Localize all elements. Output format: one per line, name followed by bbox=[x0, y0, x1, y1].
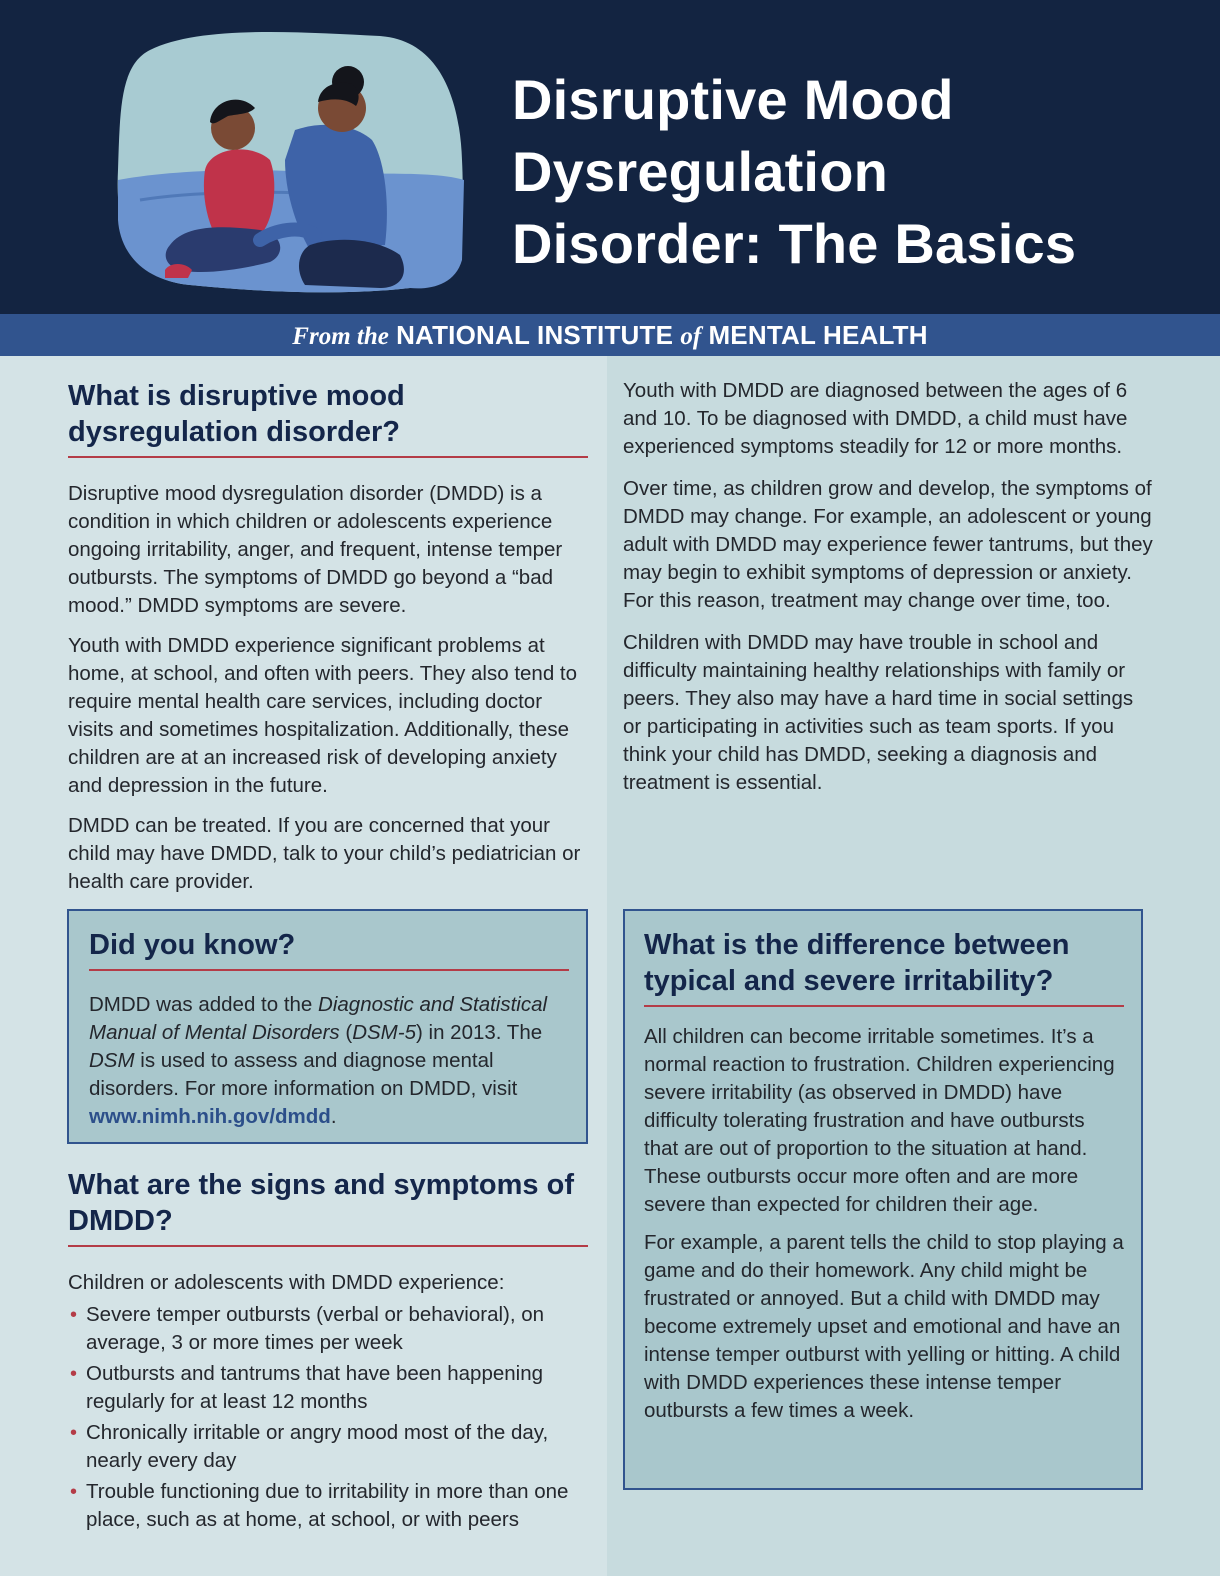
did-you-know-box bbox=[67, 909, 588, 1144]
heading-rule bbox=[644, 1005, 1124, 1007]
list-item-text: Trouble functioning due to irritability in more than one place, such as at home, at school, or with peers bbox=[86, 1480, 569, 1531]
bullet-icon: • bbox=[70, 1363, 78, 1385]
list-item bbox=[68, 1478, 588, 1534]
symptom-list bbox=[68, 1301, 588, 1534]
list-item-text: Chronically irritable or angry mood most of the day, nearly every day bbox=[86, 1421, 549, 1472]
list-item bbox=[68, 1301, 588, 1357]
section-heading: What is disruptive mood dysregulation disorder? bbox=[68, 380, 405, 448]
list-intro: Children or adolescents with DMDD experience: bbox=[68, 1271, 505, 1294]
paragraph: Disruptive mood dysregulation disorder (DMDD) is a condition in which children or adolescents experience ongoing irritability, anger, and frequent, intense temper outbursts. The symptoms of DMDD go beyond a “bad mood.” DMDD symptoms are severe. bbox=[68, 482, 563, 617]
list-item-text: Severe temper outbursts (verbal or behavioral), on average, 3 or more times per week bbox=[86, 1303, 545, 1354]
parent-comforting-child-illustration bbox=[110, 30, 475, 295]
bullet-icon: • bbox=[70, 1481, 78, 1503]
header bbox=[0, 0, 1220, 314]
dsm-title: Diagnostic and Statistical Manual of Mental Disorders bbox=[89, 993, 548, 1044]
band-from-the: From the bbox=[292, 323, 389, 350]
heading-rule bbox=[68, 1245, 588, 1247]
paragraph: DMDD can be treated. If you are concerned that your child may have DMDD, talk to your child’s pediatrician or health care provider. bbox=[68, 814, 581, 893]
list-item bbox=[68, 1360, 588, 1416]
did-you-know-text bbox=[89, 991, 569, 1131]
text-run: ( bbox=[339, 1021, 353, 1044]
dsm5-abbr: DSM-5 bbox=[352, 1021, 416, 1044]
page-title: Disruptive Mood Dysregulation Disorder: The Basics bbox=[512, 68, 1077, 275]
section-heading: What are the signs and symptoms of DMDD? bbox=[68, 1169, 574, 1237]
heading-rule bbox=[89, 969, 569, 971]
box-heading: What is the difference between typical and severe irritability? bbox=[644, 929, 1070, 997]
list-item-text: Outbursts and tantrums that have been happening regularly for at least 12 months bbox=[86, 1362, 544, 1413]
band-mental-health: MENTAL HEALTH bbox=[708, 320, 928, 350]
paragraph: Youth with DMDD experience significant problems at home, at school, and often with peers. They also tend to require mental health care services, including doctor visits and sometimes hospitalization. Additionally, these children are at an increased risk of developing anxiety and depression in the future. bbox=[68, 634, 578, 797]
paragraph: Children with DMDD may have trouble in school and difficulty maintaining healthy relationships with family or peers. They also may have a hard time in social settings or participating in activities such as team sports. If you think your child has DMDD, seeking a diagnosis and treatment is essential. bbox=[623, 631, 1134, 794]
band-national-institute: NATIONAL INSTITUTE bbox=[396, 320, 674, 350]
dsm-abbr: DSM bbox=[89, 1049, 135, 1072]
source-band bbox=[0, 314, 1220, 356]
bullet-icon: • bbox=[70, 1304, 78, 1326]
difference-box bbox=[623, 909, 1143, 1490]
right-column-text bbox=[623, 377, 1153, 797]
heading-rule bbox=[68, 456, 588, 458]
box-heading: Did you know? bbox=[89, 929, 296, 961]
section-what-is-dmdd bbox=[68, 378, 588, 896]
paragraph: Over time, as children grow and develop, the symptoms of DMDD may change. For example, an adolescent or young adult with DMDD may experience fewer tantrums, but they may begin to exhibit symptoms of depression or anxiety. For this reason, treatment may change over time, too. bbox=[623, 477, 1153, 612]
paragraph: Youth with DMDD are diagnosed between the ages of 6 and 10. To be diagnosed with DMDD, a child must have experienced symptoms steadily for 12 or more months. bbox=[623, 379, 1128, 458]
text-run: . bbox=[330, 1105, 337, 1128]
text-run: DMDD was added to the bbox=[89, 993, 319, 1016]
band-of: of bbox=[680, 323, 702, 350]
nimh-dmdd-link[interactable]: www.nimh.nih.gov/dmdd bbox=[89, 1105, 331, 1128]
bullet-icon: • bbox=[70, 1422, 78, 1444]
paragraph: For example, a parent tells the child to stop playing a game and do their homework. Any child might be frustrated or annoyed. But a child with DMDD may become extremely upset and emotional and have an intense temper outburst with yelling or hitting. A child with DMDD experiences these intense temper outbursts a few times a week. bbox=[644, 1231, 1124, 1422]
list-item bbox=[68, 1419, 588, 1475]
text-run: is used to assess and diagnose mental disorders. For more information on DMDD, visit bbox=[89, 1049, 518, 1100]
paragraph: All children can become irritable sometimes. It’s a normal reaction to frustration. Children experiencing severe irritability (as observed in DMDD) have difficulty tolerating frustration and have outbursts that are out of proportion to the situation at hand. These outbursts occur more often and are more severe than expected for children their age. bbox=[644, 1025, 1115, 1216]
section-signs-symptoms bbox=[68, 1167, 588, 1537]
text-run: ) in 2013. The bbox=[416, 1021, 543, 1044]
